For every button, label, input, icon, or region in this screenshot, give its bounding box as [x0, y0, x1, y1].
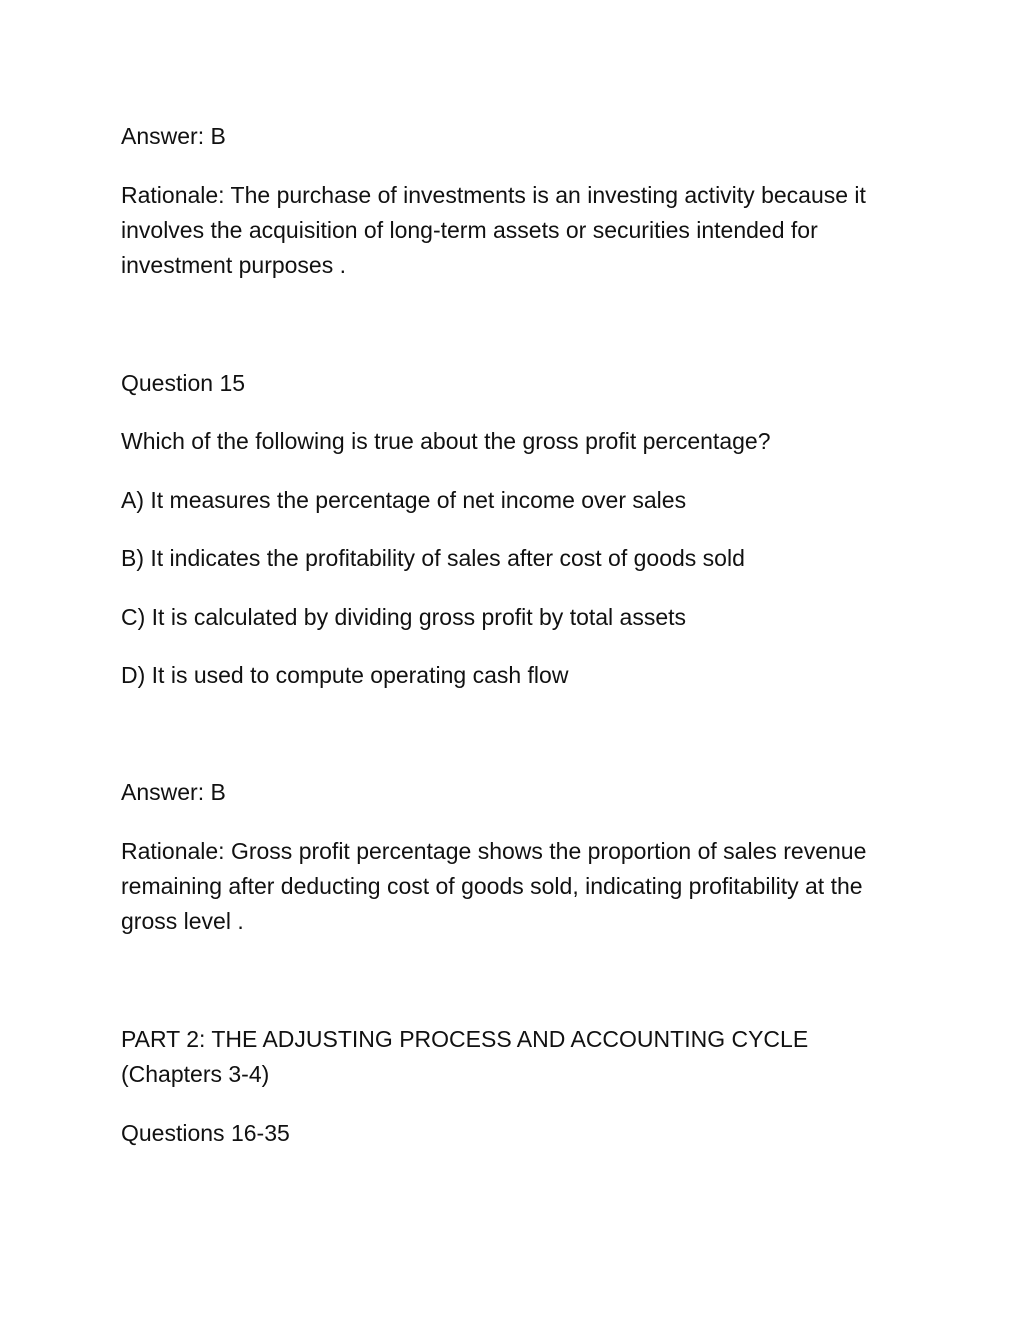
option-a: A) It measures the percentage of net income over sales: [121, 487, 687, 513]
option-b: B) It indicates the profitability of sales after cost of goods sold: [121, 545, 745, 571]
questions-range: Questions 16-35: [121, 1120, 290, 1146]
part-heading: PART 2: THE ADJUSTING PROCESS AND ACCOUNTING CYCLE (Chapters 3-4): [121, 1026, 809, 1087]
option-d: D) It is used to compute operating cash flow: [121, 662, 569, 688]
answer-text: Answer: B: [121, 123, 226, 149]
rationale-text: Rationale: Gross profit percentage shows the proportion of sales revenue remaining after deducting cost of goods sold, indicating profitability at the gross level .: [121, 838, 867, 934]
question-prompt: Which of the following is true about the gross profit percentage?: [121, 428, 771, 454]
question-heading: Question 15: [121, 370, 246, 396]
answer-text: Answer: B: [121, 779, 226, 805]
rationale-text: Rationale: The purchase of investments is an investing activity because it involves the acquisition of long-term assets or securities intended for investment purposes .: [121, 182, 866, 278]
option-c: C) It is calculated by dividing gross profit by total assets: [121, 604, 687, 630]
